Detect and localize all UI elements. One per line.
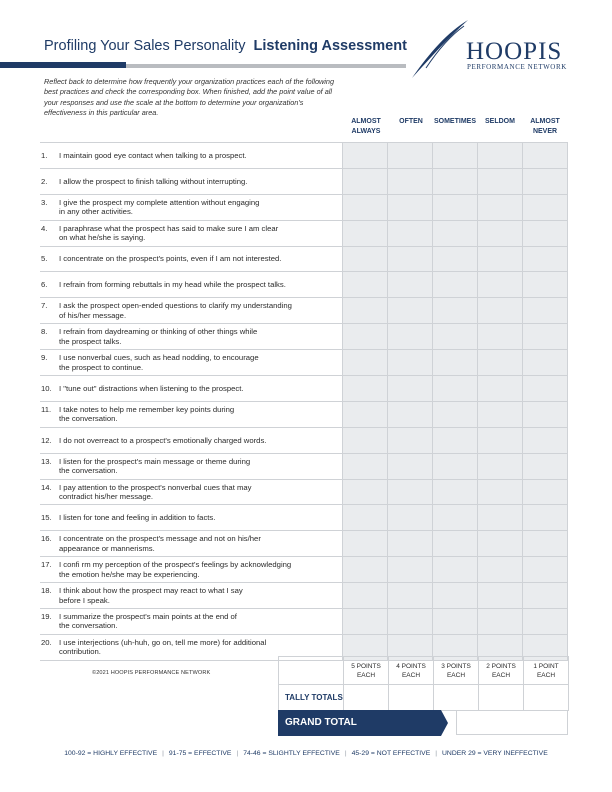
- answer-checkbox[interactable]: [388, 350, 433, 376]
- question-row: [40, 479, 568, 505]
- answer-checkbox[interactable]: [388, 401, 433, 427]
- answer-checkbox[interactable]: [433, 168, 478, 194]
- question-number: 9.: [41, 353, 48, 363]
- answer-checkbox[interactable]: [478, 350, 523, 376]
- question-number: 6.: [41, 280, 48, 290]
- grand-total-input[interactable]: [456, 710, 568, 735]
- question-line: I take notes to help me remember key points during: [59, 404, 235, 414]
- answer-checkbox[interactable]: [478, 505, 523, 531]
- question-row: [40, 350, 568, 376]
- instructions: Reflect back to determine how frequently your organization practices each of the following best practices and check the corresponding box. When finished, add the point value of all your responses and use the scale at the bottom to determine your organization's effectiveness in this particular area.: [44, 77, 335, 118]
- column-header-almost-always: ALMOST ALWAYS: [351, 118, 381, 135]
- question-row: [40, 168, 568, 194]
- answer-checkbox[interactable]: [433, 272, 478, 298]
- question-line: I pay attention to the prospect's nonverbal cues that may: [59, 482, 252, 492]
- question-text: [40, 143, 343, 169]
- answer-checkbox[interactable]: [523, 376, 568, 402]
- question-line: the conversation.: [59, 466, 118, 476]
- question-row: [40, 401, 568, 427]
- answer-checkbox[interactable]: [343, 505, 388, 531]
- answer-checkbox[interactable]: [433, 376, 478, 402]
- question-row: [40, 609, 568, 635]
- question-line: I summarize the prospect's main points at the end of: [59, 612, 237, 622]
- points-label: 1 POINT EACH: [524, 657, 569, 685]
- answer-checkbox[interactable]: [523, 220, 568, 246]
- question-text: [40, 531, 343, 557]
- answer-checkbox[interactable]: [388, 246, 433, 272]
- question-line: before I speak.: [59, 595, 110, 605]
- scale-separator: |: [435, 750, 438, 757]
- question-line: contradict his/her message.: [59, 492, 154, 502]
- answer-checkbox[interactable]: [478, 324, 523, 350]
- question-row: [40, 194, 568, 220]
- answer-checkbox[interactable]: [478, 143, 523, 169]
- page-title: [44, 38, 407, 54]
- answer-checkbox[interactable]: [523, 168, 568, 194]
- answer-checkbox[interactable]: [433, 246, 478, 272]
- answer-checkbox[interactable]: [433, 298, 478, 324]
- question-number: 14.: [41, 482, 52, 492]
- answer-checkbox[interactable]: [388, 609, 433, 635]
- question-text: [40, 324, 343, 350]
- answer-checkbox[interactable]: [523, 609, 568, 635]
- answer-checkbox[interactable]: [523, 350, 568, 376]
- swoosh-logo-icon: [404, 18, 470, 80]
- answer-checkbox[interactable]: [388, 298, 433, 324]
- question-number: 20.: [41, 637, 52, 647]
- scale-range: 100-92 =: [64, 750, 92, 757]
- totals-table: [278, 656, 569, 711]
- question-line: I refrain from daydreaming or thinking of other things while: [59, 327, 258, 337]
- column-header-often: OFTEN: [399, 118, 423, 125]
- answer-checkbox[interactable]: [478, 531, 523, 557]
- question-text: [40, 246, 343, 272]
- answer-checkbox[interactable]: [478, 220, 523, 246]
- question-number: 13.: [41, 456, 52, 466]
- tally-input[interactable]: [434, 685, 479, 711]
- question-text: [40, 479, 343, 505]
- question-row: [40, 531, 568, 557]
- answer-checkbox[interactable]: [343, 324, 388, 350]
- question-line: I listen for tone and feeling in addition to facts.: [59, 513, 216, 523]
- answer-checkbox[interactable]: [343, 220, 388, 246]
- question-line: I think about how the prospect may react to what I say: [59, 586, 243, 596]
- tally-input[interactable]: [344, 685, 389, 711]
- question-number: 1.: [41, 150, 48, 160]
- scale-separator: |: [236, 750, 239, 757]
- question-number: 10.: [41, 383, 52, 393]
- scoring-scale: [0, 750, 612, 757]
- question-line: I use interjections (uh-huh, go on, tell me more) for additional: [59, 637, 267, 647]
- answer-checkbox[interactable]: [523, 324, 568, 350]
- answer-checkbox[interactable]: [343, 453, 388, 479]
- question-line: the prospect to continue.: [59, 362, 144, 372]
- question-text: [40, 272, 343, 298]
- question-line: of his/her message.: [59, 310, 127, 320]
- answer-checkbox[interactable]: [478, 479, 523, 505]
- answer-checkbox[interactable]: [388, 168, 433, 194]
- title-text: Profiling Your Sales Personality: [44, 38, 246, 54]
- answer-checkbox[interactable]: [388, 220, 433, 246]
- column-header-seldom: SELDOM: [485, 118, 515, 125]
- answer-checkbox[interactable]: [388, 272, 433, 298]
- answer-checkbox[interactable]: [433, 401, 478, 427]
- answer-checkbox[interactable]: [523, 401, 568, 427]
- question-number: 17.: [41, 560, 52, 570]
- question-text: [40, 583, 343, 609]
- answer-checkbox[interactable]: [388, 583, 433, 609]
- answer-checkbox[interactable]: [343, 401, 388, 427]
- question-text: [40, 609, 343, 635]
- answer-checkbox[interactable]: [388, 427, 433, 453]
- question-number: 11.: [41, 404, 52, 414]
- header-divider: [126, 64, 406, 68]
- scale-item: [64, 750, 157, 757]
- header-accent-bar: [0, 62, 126, 68]
- question-number: 18.: [41, 586, 52, 596]
- question-line: the emotion he/she may be experiencing.: [59, 569, 200, 579]
- answer-checkbox[interactable]: [433, 531, 478, 557]
- question-line: I confi rm my perception of the prospect's feelings by acknowledging: [59, 560, 292, 570]
- scale-range: 74-46 =: [243, 750, 267, 757]
- question-row: [40, 298, 568, 324]
- question-line: I do not overreact to a prospect's emotionally charged words.: [59, 435, 267, 445]
- answer-checkbox[interactable]: [478, 272, 523, 298]
- question-line: contribution.: [59, 647, 101, 657]
- scale-label: NOT EFFECTIVE: [376, 750, 431, 757]
- question-row: [40, 376, 568, 402]
- question-text: [40, 350, 343, 376]
- answer-checkbox[interactable]: [523, 194, 568, 220]
- question-row: [40, 246, 568, 272]
- answer-checkbox[interactable]: [343, 194, 388, 220]
- answer-checkbox[interactable]: [523, 272, 568, 298]
- question-number: 8.: [41, 327, 48, 337]
- question-row: [40, 220, 568, 246]
- question-number: 5.: [41, 254, 48, 264]
- scale-item: [169, 750, 232, 757]
- question-line: I concentrate on the prospect's message and not on his/her: [59, 534, 261, 544]
- answer-checkbox[interactable]: [523, 427, 568, 453]
- question-line: the prospect talks.: [59, 336, 122, 346]
- answer-checkbox[interactable]: [433, 427, 478, 453]
- question-text: [40, 427, 343, 453]
- question-number: 12.: [41, 435, 52, 445]
- answer-checkbox[interactable]: [433, 583, 478, 609]
- question-number: 3.: [41, 197, 48, 207]
- answer-checkbox[interactable]: [388, 194, 433, 220]
- column-header-almost-never: ALMOST NEVER: [530, 118, 560, 135]
- answer-checkbox[interactable]: [433, 557, 478, 583]
- question-text: [40, 194, 343, 220]
- answer-checkbox[interactable]: [478, 453, 523, 479]
- answer-checkbox[interactable]: [523, 453, 568, 479]
- answer-checkbox[interactable]: [343, 427, 388, 453]
- question-text: [40, 557, 343, 583]
- scale-item: [243, 750, 340, 757]
- answer-checkbox[interactable]: [343, 246, 388, 272]
- answer-checkbox[interactable]: [523, 557, 568, 583]
- answer-checkbox[interactable]: [478, 427, 523, 453]
- answer-checkbox[interactable]: [343, 531, 388, 557]
- question-text: [40, 376, 343, 402]
- answer-checkbox[interactable]: [388, 453, 433, 479]
- question-row: [40, 143, 568, 169]
- answer-checkbox[interactable]: [388, 531, 433, 557]
- question-line: the conversation.: [59, 621, 118, 631]
- grand-total-label: GRAND TOTAL: [285, 717, 357, 728]
- question-line: I concentrate on the prospect's points, even if I am not interested.: [59, 254, 282, 264]
- answer-checkbox[interactable]: [388, 505, 433, 531]
- points-row-spacer: [279, 657, 344, 685]
- answer-checkbox[interactable]: [478, 557, 523, 583]
- copyright: ©2021 HOOPIS PERFORMANCE NETWORK: [92, 670, 211, 676]
- question-row: [40, 583, 568, 609]
- answer-checkbox[interactable]: [478, 194, 523, 220]
- column-header-sometimes: SOMETIMES: [433, 118, 476, 125]
- question-row: [40, 324, 568, 350]
- answer-checkbox[interactable]: [343, 272, 388, 298]
- answer-checkbox[interactable]: [343, 143, 388, 169]
- scale-label: SLIGHTLY EFFECTIVE: [268, 750, 340, 757]
- scale-label: HIGHLY EFFECTIVE: [93, 750, 158, 757]
- scale-label: EFFECTIVE: [194, 750, 232, 757]
- scale-item: [352, 750, 431, 757]
- question-row: [40, 505, 568, 531]
- scale-range: UNDER 29 =: [442, 750, 482, 757]
- question-line: I refrain from forming rebuttals in my head while the prospect talks.: [59, 280, 286, 290]
- logo-wordmark: HOOPIS: [466, 38, 563, 65]
- scale-separator: |: [162, 750, 164, 757]
- points-label: 4 POINTS EACH: [389, 657, 434, 685]
- question-line: I allow the prospect to finish talking without interrupting.: [59, 176, 248, 186]
- question-line: I listen for the prospect's main message or theme during: [59, 456, 251, 466]
- points-label: 3 POINTS EACH: [434, 657, 479, 685]
- question-line: I use nonverbal cues, such as head nodding, to encourage: [59, 353, 259, 363]
- answer-checkbox[interactable]: [433, 194, 478, 220]
- points-label: 2 POINTS EACH: [479, 657, 524, 685]
- answer-checkbox[interactable]: [343, 350, 388, 376]
- question-line: in any other activities.: [59, 207, 133, 217]
- answer-checkbox[interactable]: [523, 583, 568, 609]
- tally-input[interactable]: [389, 685, 434, 711]
- scale-label: VERY INEFFECTIVE: [483, 750, 548, 757]
- question-row: [40, 453, 568, 479]
- answer-checkbox[interactable]: [343, 557, 388, 583]
- answer-checkbox[interactable]: [478, 376, 523, 402]
- tally-input[interactable]: [479, 685, 524, 711]
- answer-checkbox[interactable]: [343, 168, 388, 194]
- answer-checkbox[interactable]: [523, 143, 568, 169]
- tally-row: [279, 685, 569, 711]
- question-number: 19.: [41, 612, 52, 622]
- question-row: [40, 272, 568, 298]
- answer-checkbox[interactable]: [343, 376, 388, 402]
- answer-checkbox[interactable]: [343, 479, 388, 505]
- scale-range: 91-75 =: [168, 750, 193, 757]
- answer-checkbox[interactable]: [433, 350, 478, 376]
- answer-checkbox[interactable]: [523, 298, 568, 324]
- answer-checkbox[interactable]: [388, 479, 433, 505]
- scale-separator: |: [344, 750, 347, 757]
- question-text: [40, 453, 343, 479]
- question-number: 4.: [41, 223, 48, 233]
- question-row: [40, 557, 568, 583]
- question-line: the conversation.: [59, 414, 118, 424]
- scale-item: [442, 750, 548, 757]
- question-line: I give the prospect my complete attention without engaging: [59, 197, 260, 207]
- question-text: [40, 220, 343, 246]
- question-text: [40, 401, 343, 427]
- logo-tagline: PERFORMANCE NETWORK: [467, 63, 567, 71]
- question-text: [40, 168, 343, 194]
- tally-totals-label: TALLY TOTALS: [279, 685, 344, 711]
- tally-input[interactable]: [524, 685, 569, 711]
- scale-range: 45-29 =: [351, 750, 375, 757]
- answer-checkbox[interactable]: [433, 220, 478, 246]
- answer-checkbox[interactable]: [478, 298, 523, 324]
- answer-checkbox[interactable]: [433, 609, 478, 635]
- question-line: I paraphrase what the prospect has said to make sure I am clear: [59, 223, 279, 233]
- answer-checkbox[interactable]: [433, 143, 478, 169]
- answer-checkbox[interactable]: [343, 583, 388, 609]
- answer-checkbox[interactable]: [388, 557, 433, 583]
- points-label: 5 POINTS EACH: [344, 657, 389, 685]
- answer-checkbox[interactable]: [433, 479, 478, 505]
- question-number: 16.: [41, 534, 52, 544]
- answer-checkbox[interactable]: [523, 246, 568, 272]
- points-row: [279, 657, 569, 685]
- answer-checkbox[interactable]: [478, 401, 523, 427]
- answer-checkbox[interactable]: [343, 298, 388, 324]
- question-number: 15.: [41, 513, 52, 523]
- answer-checkbox[interactable]: [388, 143, 433, 169]
- question-number: 7.: [41, 301, 48, 311]
- answer-checkbox[interactable]: [478, 583, 523, 609]
- answer-checkbox[interactable]: [523, 479, 568, 505]
- answer-checkbox[interactable]: [523, 505, 568, 531]
- question-line: appearance or mannerisms.: [59, 543, 155, 553]
- question-line: I maintain good eye contact when talking to a prospect.: [59, 150, 247, 160]
- answer-checkbox[interactable]: [478, 168, 523, 194]
- question-line: I "tune out" distractions when listening to the prospect.: [59, 383, 244, 393]
- answer-checkbox[interactable]: [523, 531, 568, 557]
- question-line: on what he/she is saying.: [59, 233, 146, 243]
- question-text: [40, 505, 343, 531]
- assessment-table: [40, 142, 568, 661]
- answer-checkbox[interactable]: [478, 609, 523, 635]
- question-line: I ask the prospect open-ended questions to clarify my understanding: [59, 301, 292, 311]
- answer-checkbox[interactable]: [388, 376, 433, 402]
- subtitle-text: Listening Assessment: [253, 38, 407, 54]
- answer-checkbox[interactable]: [433, 324, 478, 350]
- answer-checkbox[interactable]: [433, 505, 478, 531]
- answer-checkbox[interactable]: [478, 246, 523, 272]
- question-text: [40, 298, 343, 324]
- question-row: [40, 427, 568, 453]
- answer-checkbox[interactable]: [433, 453, 478, 479]
- answer-checkbox[interactable]: [388, 324, 433, 350]
- question-number: 2.: [41, 176, 48, 186]
- answer-checkbox[interactable]: [343, 609, 388, 635]
